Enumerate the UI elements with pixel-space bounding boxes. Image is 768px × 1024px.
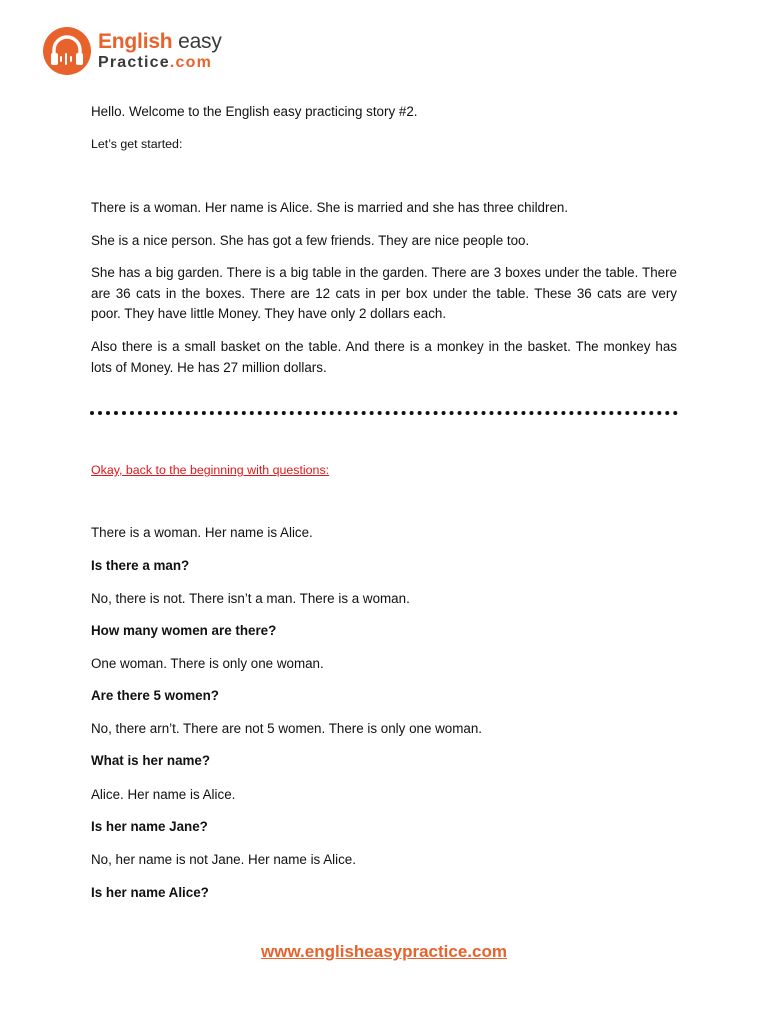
site-logo[interactable] xyxy=(41,26,222,76)
logo-easy: easy xyxy=(178,30,222,53)
logo-brand: English xyxy=(98,30,173,53)
intro-start: Let’s get started: xyxy=(91,137,183,151)
question-line: Are there 5 women? xyxy=(91,688,219,703)
logo-domain: .com xyxy=(169,54,213,71)
story-paragraph: Also there is a small basket on the table. And there is a monkey in the basket. The monkey has lots of Money. He has 27 million dollars. xyxy=(91,339,677,375)
answer-line: Alice. Her name is Alice. xyxy=(91,787,236,802)
answer-line: No, there arn’t. There are not 5 women. There is only one woman. xyxy=(91,721,483,736)
story-paragraph: She is a nice person. She has got a few friends. They are nice people too. xyxy=(91,233,530,248)
logo-line-subtitle xyxy=(98,55,222,71)
story-paragraph: There is a woman. Her name is Alice. She is married and she has three children. xyxy=(91,200,569,215)
answer-line: One woman. There is only one woman. xyxy=(91,656,324,671)
question-line: What is her name? xyxy=(91,753,211,768)
question-line: Is her name Alice? xyxy=(91,885,209,900)
logo-practice: Practice xyxy=(98,54,170,71)
question-line: Is her name Jane? xyxy=(91,819,208,834)
answer-line: There is a woman. Her name is Alice. xyxy=(91,525,313,540)
story-paragraph: She has a big garden. There is a big table in the garden. There are 3 boxes under the table. There are 36 cats in the boxes. There are 12 cats in per box under the table. These 36 cats are very poor. They have little Money. They have only 2 dollars each. xyxy=(91,265,677,321)
intro-greeting: Hello. Welcome to the English easy practicing story #2. xyxy=(91,104,418,119)
logo-wordmark xyxy=(98,31,222,71)
answer-line: No, her name is not Jane. Her name is Alice. xyxy=(91,852,356,867)
question-line: How many women are there? xyxy=(91,623,277,638)
question-line: Is there a man? xyxy=(91,558,190,573)
answer-line: No, there is not. There isn’t a man. There is a woman. xyxy=(91,591,410,606)
logo-line-title xyxy=(98,31,222,52)
questions-heading: Okay, back to the beginning with questions: xyxy=(91,463,330,477)
footer-website-link[interactable]: www.englisheasypractice.com xyxy=(261,942,507,961)
dotted-divider xyxy=(90,411,678,415)
headphones-icon xyxy=(41,26,93,76)
